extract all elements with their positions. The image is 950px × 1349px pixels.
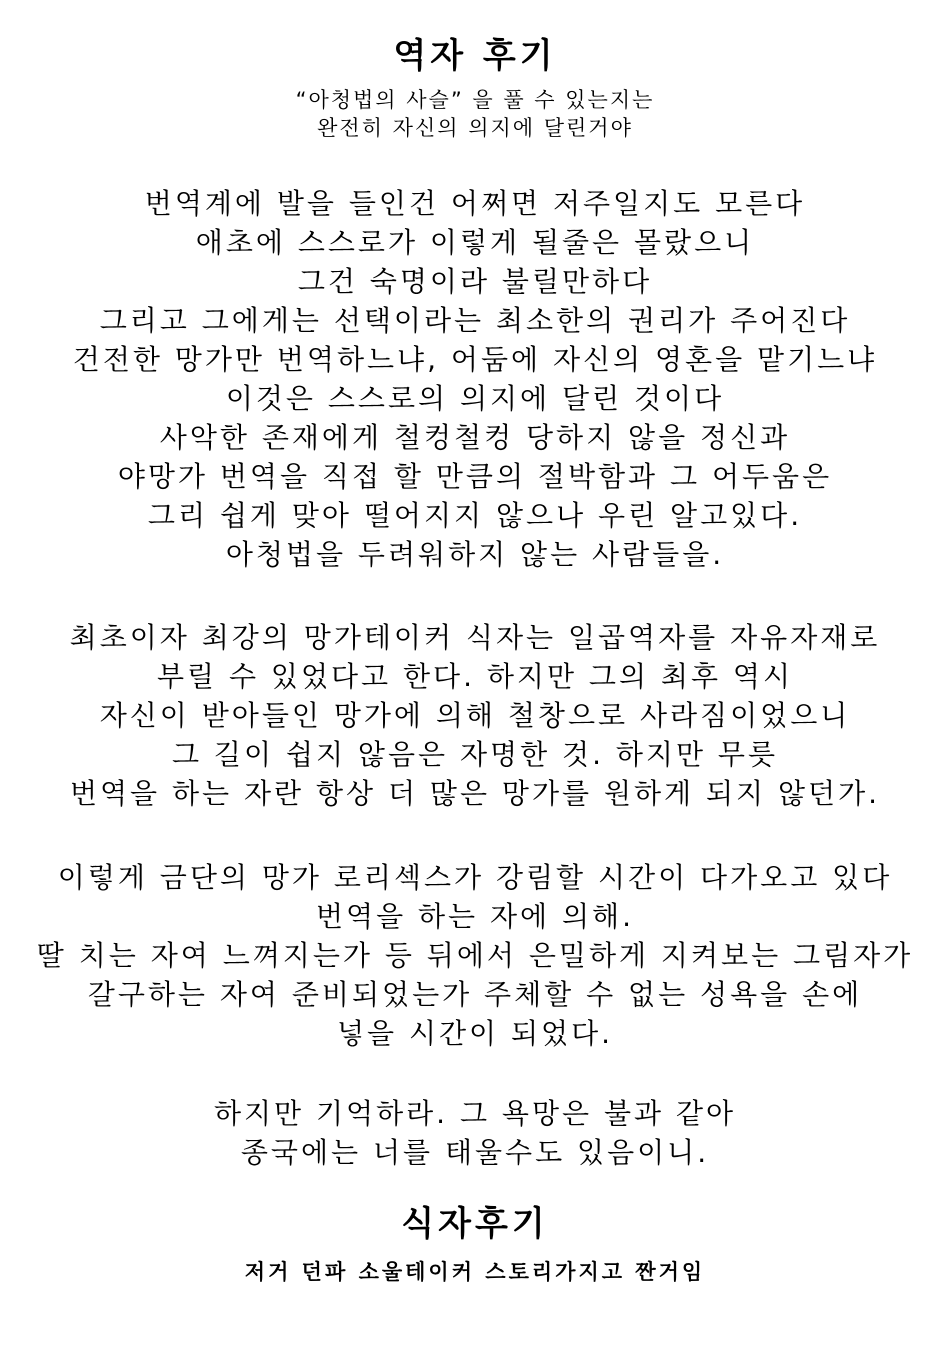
paragraph-line: 그리고 그에게는 선택이라는 최소한의 권리가 주어진다 [99,304,851,337]
typesetter-afterword-note: 저거 던파 소울테이커 스토리가지고 짠거임 [244,1260,706,1284]
paragraph-line: 부릴 수 있었다고 한다. 하지만 그의 최후 역시 [156,660,794,693]
paragraph-line: 이렇게 금단의 망가 로리섹스가 강림할 시간이 다가오고 있다 [57,861,893,894]
paragraph-line: 갈구하는 자여 준비되었는가 주체할 수 없는 성욕을 손에 [87,978,863,1011]
paragraph-line: 딸 치는 자여 느껴지는가 등 뒤에서 은밀하게 지켜보는 그림자가 [36,939,914,972]
afterword-paragraph-4 [0,1094,950,1172]
subtitle-line: 완전히 자신의 의지에 달린거야 [317,116,633,140]
paragraph-line: 넣을 시간이 되었다. [336,1017,614,1050]
translator-afterword-title: 역자 후기 [393,36,557,76]
paragraph-line: 애초에 스스로가 이렇게 될줄은 몰랐으니 [195,226,755,259]
paragraph-line: 하지만 기억하라. 그 욕망은 불과 같아 [213,1097,737,1130]
afterword-paragraph-3 [0,858,950,1053]
paragraph-line: 그리 쉽게 맞아 떨어지지 않으나 우린 알고있다. [147,499,803,532]
paragraph-line: 번역계에 발을 들인건 어쩌면 저주일지도 모른다 [144,187,806,220]
paragraph-line: 최초이자 최강의 망가테이커 식자는 일곱역자를 자유자재로 [69,621,881,654]
paragraph-line: 그 길이 쉽지 않음은 자명한 것. 하지만 무릇 [171,738,779,771]
subtitle-line: “아청법의 사슬” 을 풀 수 있는지는 [295,88,655,112]
paragraph-line: 아청법을 두려워하지 않는 사람들을. [225,538,725,571]
paragraph-line: 사악한 존재에게 철컹철컹 당하지 않을 정신과 [159,421,791,454]
paragraph-line: 번역을 하는 자에 의해. [315,900,635,933]
paragraph-line: 종국에는 너를 태울수도 있음이니. [240,1136,710,1169]
paragraph-line: 이것은 스스로의 의지에 달린 것이다 [225,382,725,415]
paragraph-line: 그건 숙명이라 불릴만하다 [297,265,653,298]
paragraph-line: 건전한 망가만 번역하느냐, 어둠에 자신의 영혼을 맡기느냐 [72,343,878,376]
afterword-paragraph-1 [0,184,950,574]
translator-afterword-subtitle [0,86,950,142]
afterword-paragraph-2 [0,618,950,813]
paragraph-line: 번역을 하는 자란 항상 더 많은 망가를 원하게 되지 않던가. [69,777,881,810]
typesetter-afterword-title: 식자후기 [401,1204,549,1244]
paragraph-line: 야망가 번역을 직접 할 만큼의 절박함과 그 어두움은 [117,460,833,493]
paragraph-line: 자신이 받아들인 망가에 의해 철창으로 사라짐이었으니 [99,699,851,732]
